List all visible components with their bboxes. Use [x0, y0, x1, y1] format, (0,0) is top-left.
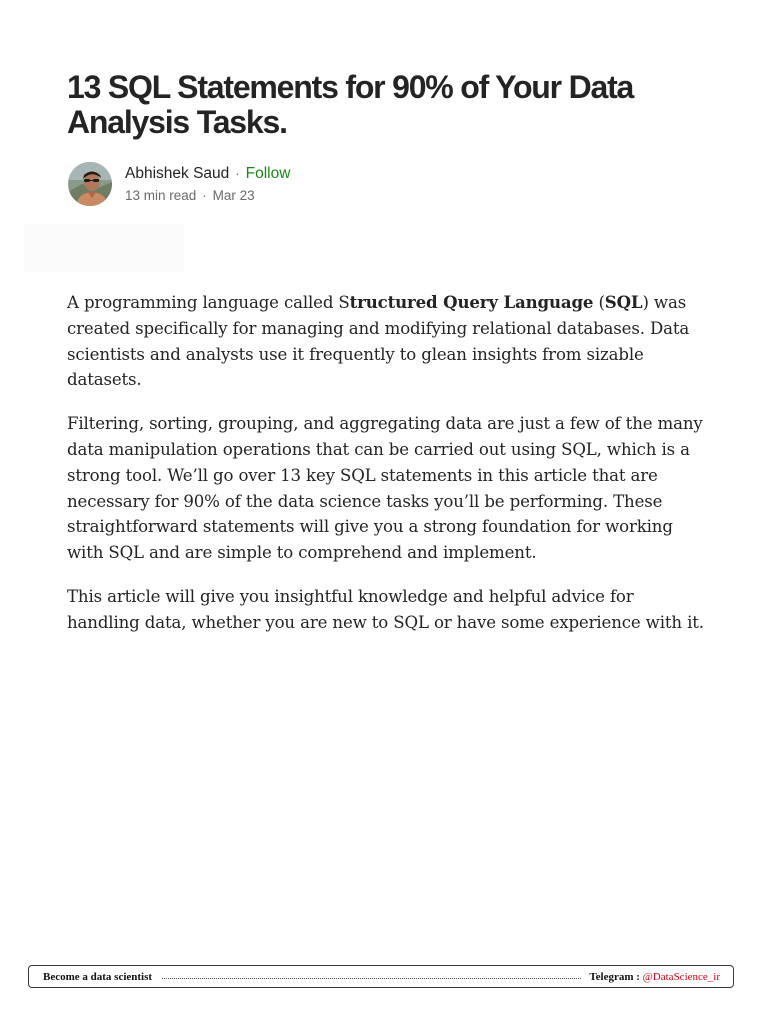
read-time: 13 min read: [125, 187, 197, 203]
bold-text: tructured Query Language: [349, 292, 594, 312]
article-title: 13 SQL Statements for 90% of Your Data Analysis Tasks.: [67, 69, 634, 140]
follow-button[interactable]: Follow: [245, 164, 291, 182]
paragraph-text: ) was created specifically for managing and modifying relational databases. Data scientists and analysts use it frequently to glean insights from sizable datasets.: [67, 293, 690, 390]
paragraph-text: Filtering, sorting, grouping, and aggregating data are just a few of the many data manipulation operations that can be carried out using SQL, which is a strong tool. We’ll go over 13 key SQL statements in this article that are necessary for 90% of the data science tasks you’ll be performing. These straightforward statements will give you a strong foundation for working with SQL and are simple to comprehend and implement.: [67, 414, 703, 563]
footer-tagline: Become a data scientist: [43, 970, 153, 983]
article-paragraph: [67, 411, 707, 566]
placeholder-bar: [24, 224, 184, 272]
footer-dotted-leader: [162, 973, 581, 979]
footer-telegram: [589, 971, 720, 983]
separator-dot: ·: [202, 187, 207, 203]
article-body: [67, 290, 707, 654]
bold-text: SQL: [604, 292, 643, 312]
author-meta: [125, 164, 290, 205]
author-avatar[interactable]: [68, 162, 112, 206]
footer-banner: [28, 965, 734, 988]
paragraph-text: This article will give you insightful knowledge and helpful advice for handling data, whether you are new to SQL or have some experience with it.: [67, 586, 704, 632]
paragraph-text: (: [593, 293, 605, 312]
article-paragraph: [67, 584, 707, 636]
author-byline: [68, 162, 290, 206]
publish-date: Mar 23: [212, 187, 255, 203]
separator-dot: ·: [235, 165, 240, 181]
telegram-handle-link[interactable]: @DataScience_ir: [642, 970, 720, 983]
paragraph-text: A programming language called S: [67, 293, 350, 312]
author-name[interactable]: Abhishek Saud: [125, 164, 230, 182]
article-paragraph: [67, 290, 707, 393]
author-name-row: [125, 164, 290, 184]
article-meta-row: [125, 187, 290, 205]
avatar-photo-icon: [68, 162, 112, 206]
telegram-label: Telegram :: [589, 970, 643, 983]
